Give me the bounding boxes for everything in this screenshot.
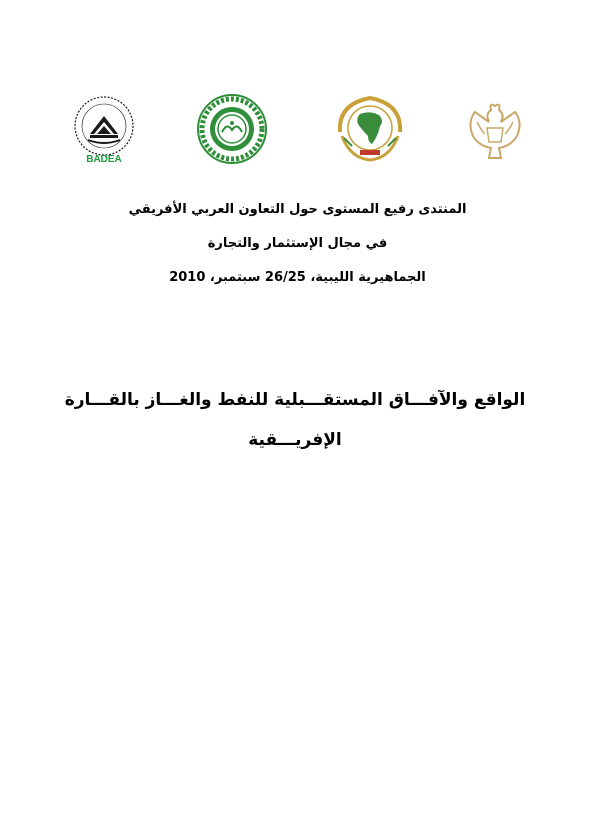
- arab-league-emblem: [192, 92, 272, 166]
- eagle-emblem-graphic: [455, 92, 535, 166]
- conference-subject: في مجال الإستثمار والتجارة: [207, 236, 388, 251]
- badea-logo: [64, 92, 144, 166]
- badea-logo-graphic: [64, 92, 144, 166]
- document-title-line-2: الإفريـــقية: [248, 430, 342, 450]
- eagle-emblem: [455, 92, 535, 166]
- document-title: [40, 380, 550, 460]
- arab-league-emblem-graphic: [192, 92, 272, 166]
- badea-logo-text: BADEA: [86, 154, 122, 165]
- african-union-emblem-graphic: [330, 92, 410, 166]
- conference-location-date: الجماهيرية الليبية، 26/25 سبتمبر، 2010: [169, 270, 426, 285]
- document-title-line-1: الواقع والآفـــاق المستقـــبلية للنفط والغـــاز بالقـــارة: [64, 390, 526, 410]
- african-union-emblem: [330, 92, 410, 166]
- conference-name: المنتدى رفيع المستوى حول التعاون العربي الأفريقي: [128, 202, 467, 217]
- conference-header: [40, 198, 555, 300]
